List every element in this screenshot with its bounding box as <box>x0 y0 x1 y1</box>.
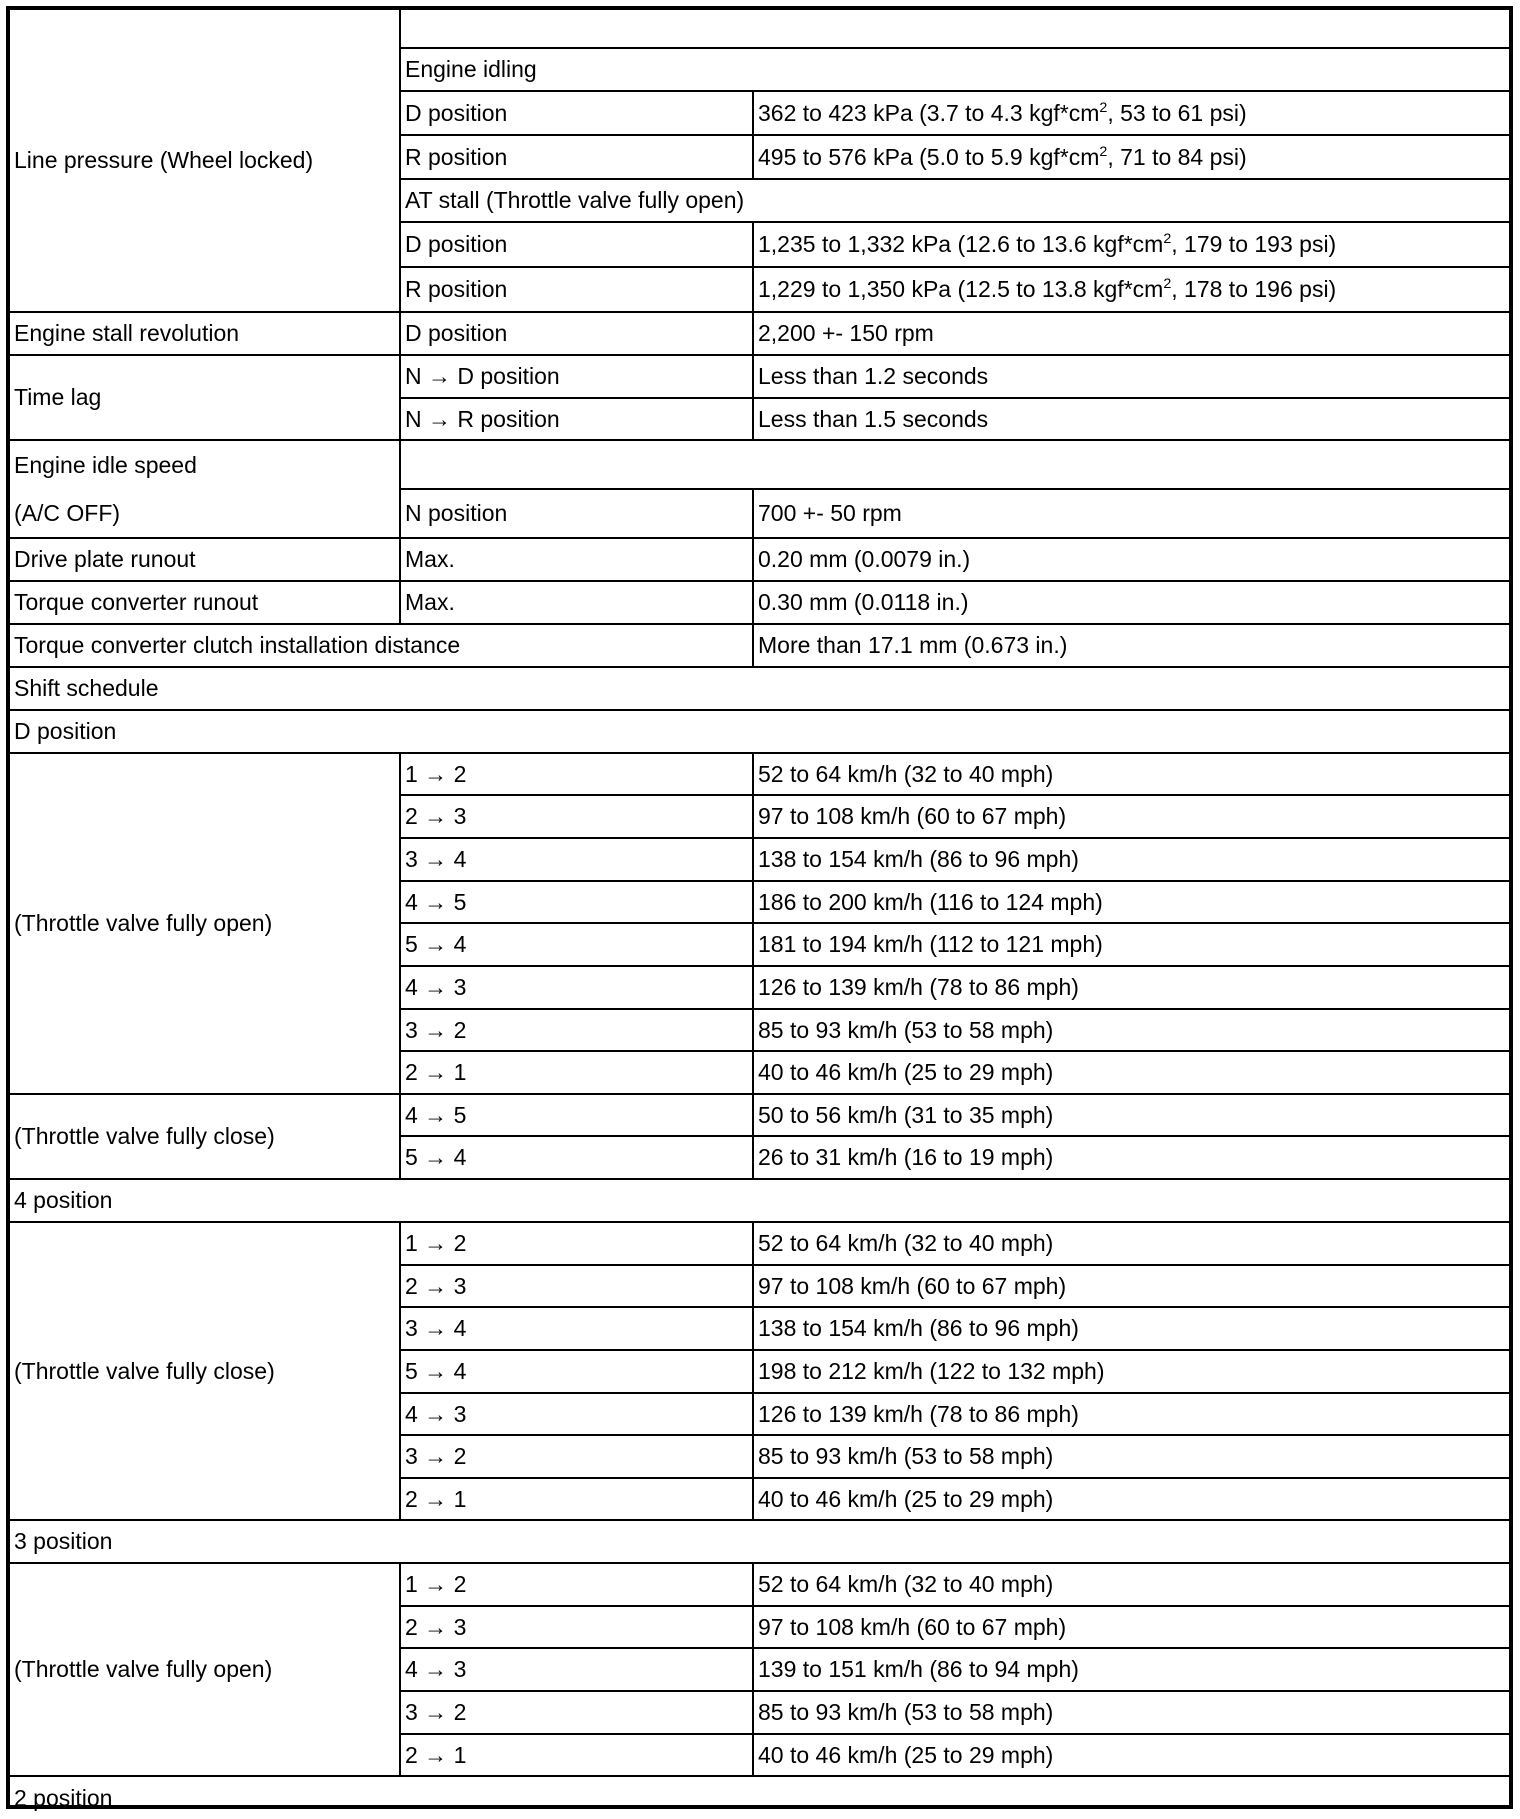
speed-value: 26 to 31 km/h (16 to 19 mph) <box>753 1136 1509 1179</box>
table-row <box>10 667 1509 710</box>
table-row <box>10 440 1509 489</box>
speed-value: 138 to 154 km/h (86 to 96 mph) <box>753 1307 1509 1350</box>
shift-cell: 5 → 4 <box>400 923 753 966</box>
shift-cell: 2 → 1 <box>400 1478 753 1520</box>
position-cell: N → R position <box>400 398 753 440</box>
pressure-value: 1,235 to 1,332 kPa (12.6 to 13.6 $kgf*cm^2$, 179 to 193 psi) <box>753 222 1509 267</box>
table-row <box>10 581 1509 624</box>
clutch-distance-value: More than 17.1 mm (0.673 in.) <box>753 624 1509 667</box>
speed-value: 198 to 212 km/h (122 to 132 mph) <box>753 1350 1509 1393</box>
speed-value: 40 to 46 km/h (25 to 29 mph) <box>753 1051 1509 1094</box>
shift-cell: 5 → 4 <box>400 1136 753 1179</box>
spec-table-frame <box>6 6 1513 1809</box>
pressure-value: 495 to 576 kPa (5.0 to 5.9 $kgf*cm^2$, 71 to 84 psi) <box>753 135 1509 179</box>
table-row <box>10 710 1509 753</box>
blank-cell <box>400 440 1509 489</box>
position-cell: R position <box>400 135 753 179</box>
shift-cell: 3 → 2 <box>400 1691 753 1734</box>
table-row <box>10 1222 1509 1265</box>
table-row <box>10 1094 1509 1136</box>
shift-cell: 4 → 3 <box>400 1648 753 1691</box>
shift-cell: 2 → 3 <box>400 1265 753 1307</box>
time-lag-value: Less than 1.2 seconds <box>753 355 1509 398</box>
shift-cell: 4 → 5 <box>400 881 753 923</box>
shift-cell: 1 → 2 <box>400 753 753 795</box>
speed-value: 97 to 108 km/h (60 to 67 mph) <box>753 795 1509 838</box>
table-row <box>10 624 1509 667</box>
speed-value: 138 to 154 km/h (86 to 96 mph) <box>753 838 1509 881</box>
table-row <box>10 1520 1509 1563</box>
shift-cell: 3 → 2 <box>400 1435 753 1478</box>
speed-value: 139 to 151 km/h (86 to 94 mph) <box>753 1648 1509 1691</box>
qualifier-cell: Max. <box>400 581 753 624</box>
drive-plate-value: 0.20 mm (0.0079 in.) <box>753 538 1509 581</box>
speed-value: 181 to 194 km/h (112 to 121 mph) <box>753 923 1509 966</box>
speed-value: 52 to 64 km/h (32 to 40 mph) <box>753 1222 1509 1265</box>
speed-value: 126 to 139 km/h (78 to 86 mph) <box>753 966 1509 1009</box>
shift-cell: 2 → 3 <box>400 1606 753 1648</box>
shift-cell: 1 → 2 <box>400 1222 753 1265</box>
shift-cell: 3 → 4 <box>400 838 753 881</box>
throttle-group-label: (Throttle valve fully open) <box>10 753 400 1094</box>
engine-idling-header: Engine idling <box>400 48 1509 91</box>
shift-schedule-heading: Shift schedule <box>10 667 1509 710</box>
speed-value: 186 to 200 km/h (116 to 124 mph) <box>753 881 1509 923</box>
clutch-distance-label: Torque converter clutch installation distance <box>10 624 753 667</box>
pressure-value: 1,229 to 1,350 kPa (12.5 to 13.8 $kgf*cm^2$, 178 to 196 psi) <box>753 267 1509 312</box>
table-row <box>10 355 1509 398</box>
table-row <box>10 538 1509 581</box>
speed-value: 97 to 108 km/h (60 to 67 mph) <box>753 1606 1509 1648</box>
shift-cell: 4 → 3 <box>400 966 753 1009</box>
speed-value: 40 to 46 km/h (25 to 29 mph) <box>753 1478 1509 1520</box>
speed-value: 85 to 93 km/h (53 to 58 mph) <box>753 1009 1509 1051</box>
d-position-heading: D position <box>10 710 1509 753</box>
qualifier-cell: Max. <box>400 538 753 581</box>
position-cell: D position <box>400 91 753 135</box>
position-cell: N → D position <box>400 355 753 398</box>
throttle-group-label: (Throttle valve fully close) <box>10 1094 400 1179</box>
table-row <box>10 312 1509 355</box>
idle-speed-value: 700 +- 50 rpm <box>753 489 1509 538</box>
stall-revolution-value: 2,200 +- 150 rpm <box>753 312 1509 355</box>
two-position-heading: 2 position <box>10 1776 1509 1819</box>
drive-plate-label: Drive plate runout <box>10 538 400 581</box>
stall-revolution-label: Engine stall revolution <box>10 312 400 355</box>
idle-speed-label: Engine idle speed <box>10 440 400 489</box>
table-row <box>10 489 1509 538</box>
time-lag-value: Less than 1.5 seconds <box>753 398 1509 440</box>
shift-cell: 4 → 5 <box>400 1094 753 1136</box>
speed-value: 52 to 64 km/h (32 to 40 mph) <box>753 1563 1509 1606</box>
table-row <box>10 1776 1509 1819</box>
blank-cell <box>400 10 1509 48</box>
position-cell: R position <box>400 267 753 312</box>
table-row <box>10 753 1509 795</box>
time-lag-label: Time lag <box>10 355 400 440</box>
four-position-heading: 4 position <box>10 1179 1509 1222</box>
line-pressure-label: Line pressure (Wheel locked) <box>10 10 400 312</box>
speed-value: 97 to 108 km/h (60 to 67 mph) <box>753 1265 1509 1307</box>
shift-cell: 3 → 4 <box>400 1307 753 1350</box>
speed-value: 40 to 46 km/h (25 to 29 mph) <box>753 1734 1509 1776</box>
pressure-value: 362 to 423 kPa (3.7 to 4.3 $kgf*cm^2$, 53 to 61 psi) <box>753 91 1509 135</box>
converter-runout-label: Torque converter runout <box>10 581 400 624</box>
speed-value: 85 to 93 km/h (53 to 58 mph) <box>753 1435 1509 1478</box>
shift-cell: 5 → 4 <box>400 1350 753 1393</box>
shift-cell: 2 → 1 <box>400 1051 753 1094</box>
converter-runout-value: 0.30 mm (0.0118 in.) <box>753 581 1509 624</box>
spec-table <box>10 10 1509 1819</box>
speed-value: 85 to 93 km/h (53 to 58 mph) <box>753 1691 1509 1734</box>
idle-speed-sublabel: (A/C OFF) <box>10 489 400 538</box>
table-row <box>10 1563 1509 1606</box>
at-stall-header: AT stall (Throttle valve fully open) <box>400 179 1509 222</box>
position-cell: D position <box>400 312 753 355</box>
three-position-heading: 3 position <box>10 1520 1509 1563</box>
shift-cell: 1 → 2 <box>400 1563 753 1606</box>
speed-value: 52 to 64 km/h (32 to 40 mph) <box>753 753 1509 795</box>
table-row <box>10 10 1509 48</box>
position-cell: N position <box>400 489 753 538</box>
shift-cell: 2 → 3 <box>400 795 753 838</box>
position-cell: D position <box>400 222 753 267</box>
shift-cell: 3 → 2 <box>400 1009 753 1051</box>
throttle-group-label: (Throttle valve fully open) <box>10 1563 400 1776</box>
shift-cell: 4 → 3 <box>400 1393 753 1435</box>
table-row <box>10 1179 1509 1222</box>
speed-value: 50 to 56 km/h (31 to 35 mph) <box>753 1094 1509 1136</box>
throttle-group-label: (Throttle valve fully close) <box>10 1222 400 1520</box>
shift-cell: 2 → 1 <box>400 1734 753 1776</box>
speed-value: 126 to 139 km/h (78 to 86 mph) <box>753 1393 1509 1435</box>
